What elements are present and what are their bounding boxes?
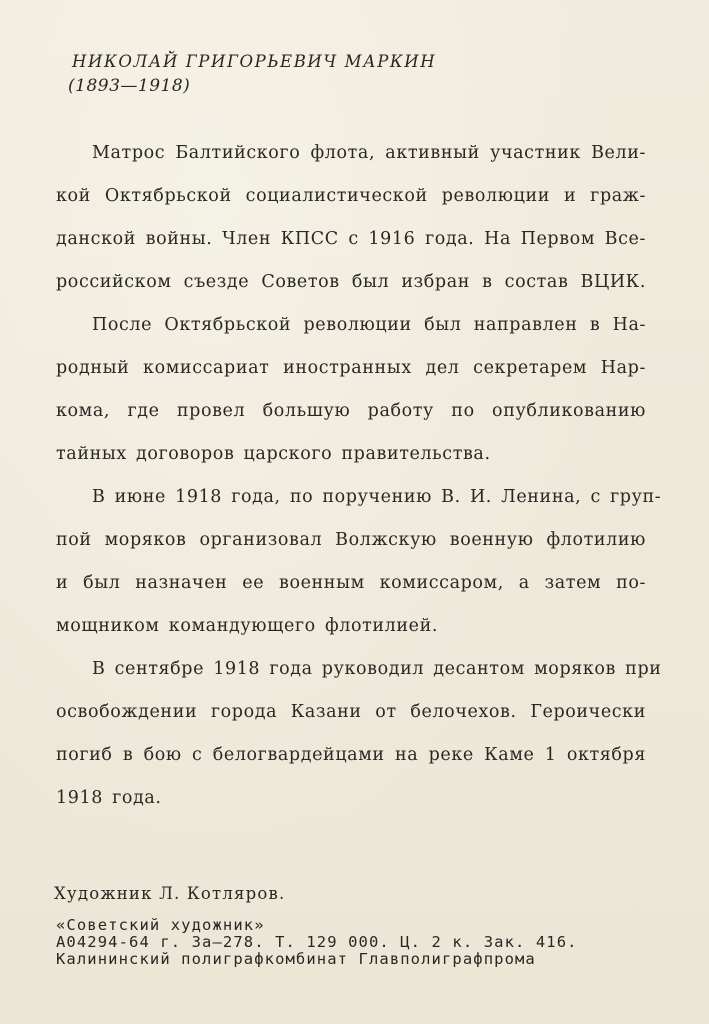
print-info: А04294-64 г. За—278. Т. 129 000. Ц. 2 к. Зак. 416. xyxy=(56,933,578,951)
text-line: тайных договоров царского правительства. xyxy=(56,444,491,464)
text-line: 1918 года. xyxy=(56,788,162,808)
text-line: погиб в бою с белогвардейцами на реке Каме 1 октября xyxy=(56,745,646,765)
imprint-block xyxy=(56,917,578,968)
text-line: данской войны. Член КПСС с 1916 года. На Первом Все- xyxy=(56,229,646,249)
text-line: Матрос Балтийского флота, активный участник Вели- xyxy=(92,143,646,163)
paragraph-3 xyxy=(56,476,662,648)
text-line: В июне 1918 года, по поручению В. И. Ленина, с груп- xyxy=(92,487,662,507)
text-line: родный комиссариат иностранных дел секретарем Нар- xyxy=(56,358,646,378)
printer-name: Калининский полиграфкомбинат Главполиграфпрома xyxy=(56,950,536,968)
artist-credit: Художник Л. Котляров. xyxy=(54,884,286,903)
text-line: мощником командующего флотилией. xyxy=(56,616,439,636)
text-line: и был назначен ее военным комиссаром, а затем по- xyxy=(56,573,646,593)
text-line: кома, где провел большую работу по опубликованию xyxy=(56,401,646,421)
paragraph-2 xyxy=(56,304,646,476)
person-name-heading: НИКОЛАЙ ГРИГОРЬЕВИЧ МАРКИН xyxy=(72,52,437,71)
text-line: кой Октябрьской социалистической революции и граж- xyxy=(56,186,646,206)
paragraph-4 xyxy=(56,648,662,820)
text-line: пой моряков организовал Волжскую военную флотилию xyxy=(56,530,646,550)
biography-text xyxy=(56,132,662,820)
life-dates: (1893—1918) xyxy=(68,76,191,96)
paragraph-1 xyxy=(56,132,646,304)
publisher-name: «Советский художник» xyxy=(56,916,265,934)
text-line: После Октябрьской революции был направлен в На- xyxy=(92,315,646,335)
text-line: освобождении города Казани от белочехов. Героически xyxy=(56,702,646,722)
text-line: российском съезде Советов был избран в состав ВЦИК. xyxy=(56,272,646,292)
text-line: В сентябре 1918 года руководил десантом моряков при xyxy=(92,659,662,679)
